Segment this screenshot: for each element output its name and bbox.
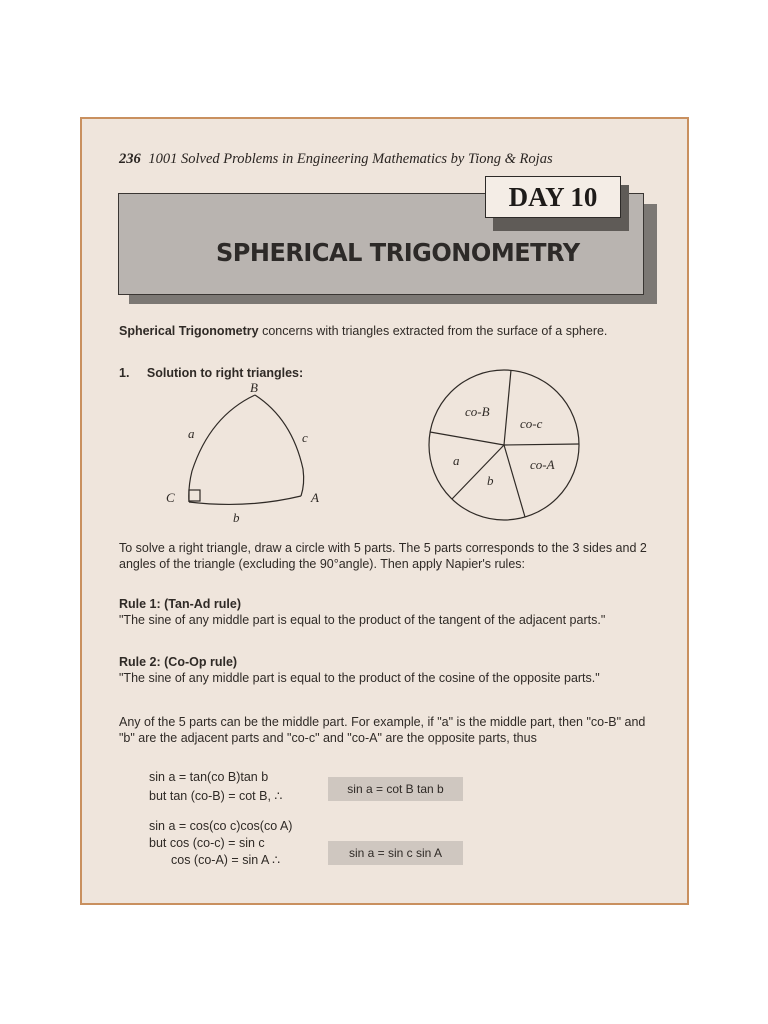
example-paragraph: Any of the 5 parts can be the middle part. For example, if "a" is the middle part, then "co-B" and "b" are the adjacent parts and "co-c" and "co-A" are the opposite parts, thus [119,715,646,745]
rule1-text: "The sine of any middle part is equal to the product of the tangent of the adjacent parts." [119,613,606,627]
equation-1-line-2: but tan (co-B) = cot B, ∴ [149,789,283,803]
napier-circle-diagram [429,370,579,520]
triangle-side-a [189,395,255,502]
equation-2-line-1: sin a = cos(co c)cos(co A) [149,819,293,833]
side-label-b: b [233,510,240,525]
equation-2-line-3: cos (co-A) = sin A ∴ [171,853,281,867]
spherical-triangle-diagram [189,395,304,504]
circle-divider-3 [504,445,525,517]
right-angle-marker [189,490,200,501]
intro-term: Spherical Trigonometry [119,324,259,338]
equation-2-line-2: but cos (co-c) = sin c [149,836,265,850]
triangle-side-b [189,496,301,504]
equation-1-line-1: sin a = tan(co B)tan b [149,770,269,784]
section-number: 1. [119,366,130,380]
section-title: Solution to right triangles: [146,366,304,380]
page-number: 236 [119,151,141,167]
circle-label-co-B: co-B [465,404,490,419]
circle-divider-1 [504,370,511,445]
intro-text: concerns with triangles extracted from the surface of a sphere. [258,324,608,338]
circle-divider-2 [504,444,579,445]
book-page [80,117,689,905]
solve-paragraph: To solve a right triangle, draw a circle with 5 parts. The 5 parts corresponds to the 3 sides and 2 angles of the triangle (excluding the 90°angle). Then apply Napier's rules: [119,541,647,571]
circle-label-co-c: co-c [520,416,543,431]
triangle-side-c [255,395,304,496]
circle-divider-4 [452,445,504,499]
rule2-text: "The sine of any middle part is equal to the product of the cosine of the opposite parts." [119,671,600,685]
circle-label-b: b [487,473,494,488]
equation-2-result: sin a = sin c sin A [328,841,463,865]
chapter-title: SPHERICAL TRIGONOMETRY [216,238,580,267]
equation-1-result: sin a = cot B tan b [328,777,463,801]
circle-label-co-A: co-A [530,457,555,472]
rule2-title: Rule 2: (Co-Op rule) [119,655,238,669]
vertex-label-A: A [311,490,319,505]
side-label-a: a [188,426,195,441]
day-label: DAY 10 [485,176,621,218]
vertex-label-B: B [250,380,258,395]
circle-label-a: a [453,453,460,468]
side-label-c: c [302,430,308,445]
vertex-label-C: C [166,490,175,505]
book-title: 1001 Solved Problems in Engineering Mathematics by Tiong & Rojas [148,151,553,167]
circle-divider-5 [430,432,504,445]
rule1-title: Rule 1: (Tan-Ad rule) [119,597,241,611]
